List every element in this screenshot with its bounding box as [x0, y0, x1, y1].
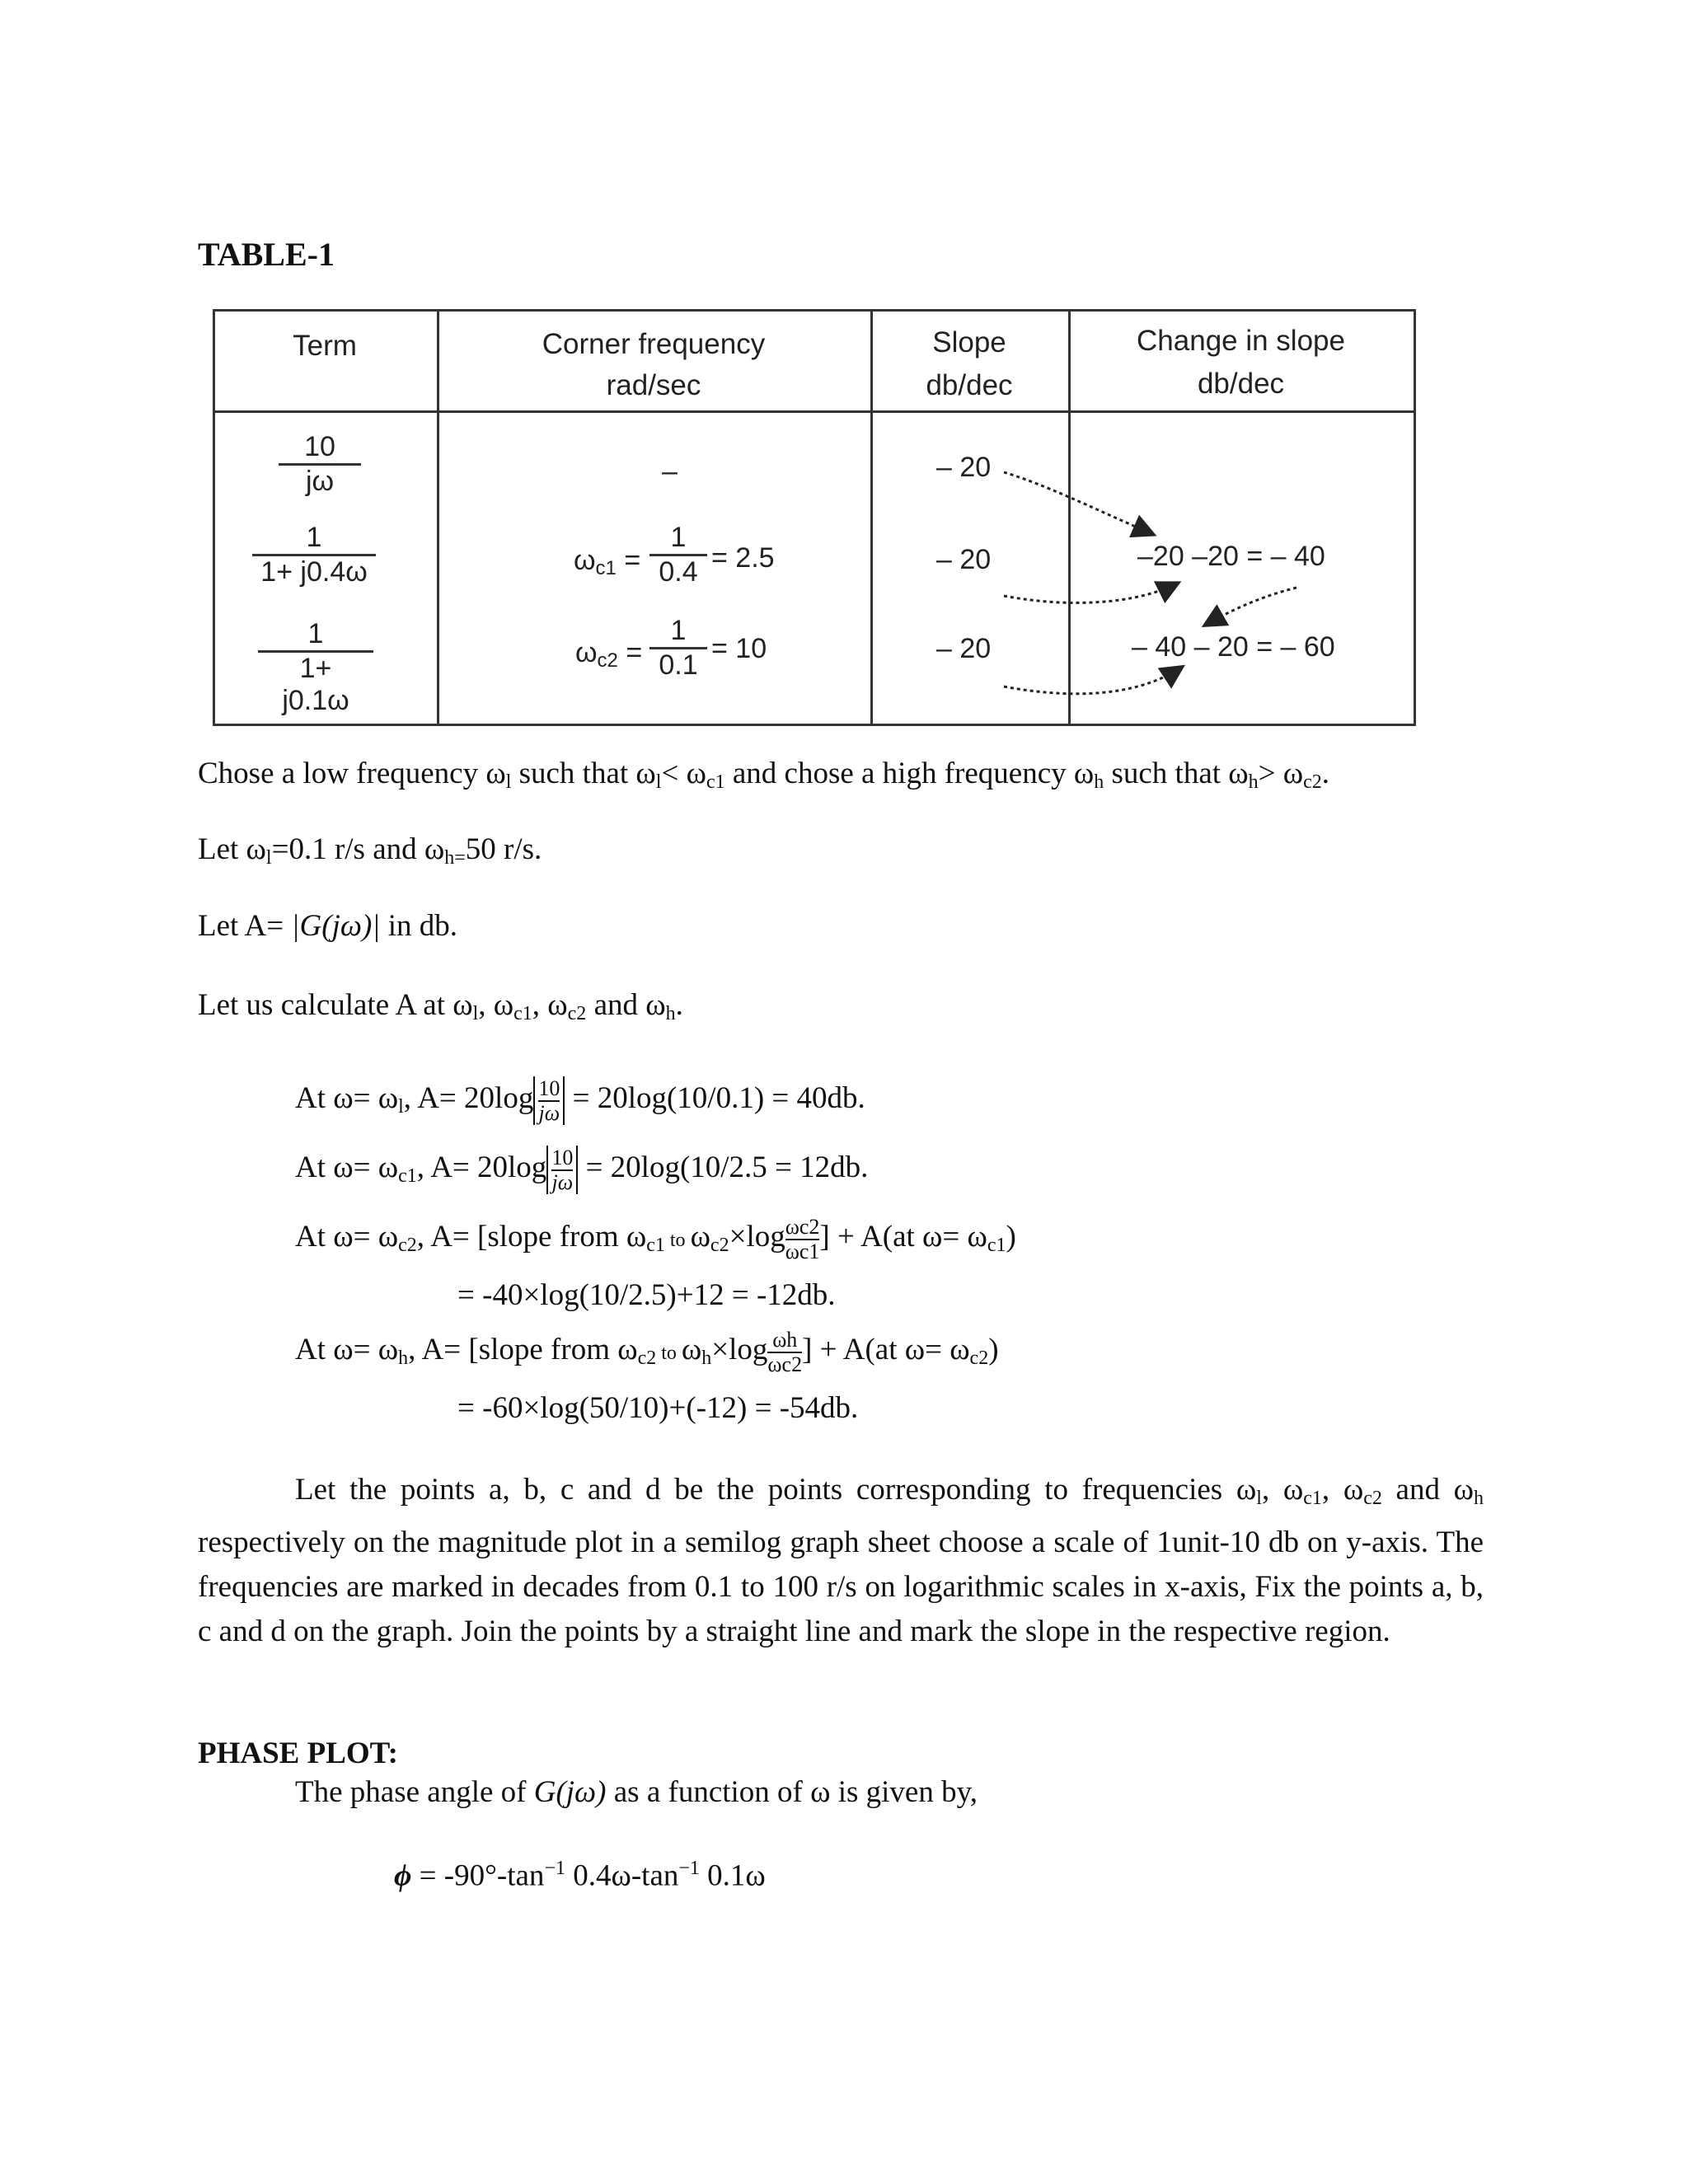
corner-3-fraction: $\frac{1}{0.1}$: [649, 615, 707, 682]
equation-a-at-wc1: At $\omega= \omega_{c1}$, A= 20log $\frac{10}{j\omega}$ = 20log(10/2.5 = 12db.: [295, 1145, 869, 1194]
corner-3-label: $\omega_{c2}$ =: [575, 637, 643, 672]
header-slope-2: db/dec: [926, 369, 1013, 401]
corner-2-value: = 2.5: [711, 542, 775, 574]
arrow-slope-2-to-change-2: [1004, 583, 1177, 602]
arrow-slope-1-to-change-2: [1004, 472, 1152, 534]
arrow-change-2-to-change-3: [1206, 588, 1296, 625]
equation-a-at-wh-result: = -60×log(50/10)+(-12) = -54db.: [457, 1391, 859, 1425]
corner-3-value: = 10: [711, 633, 767, 664]
change-row-2: –20 –20 = – 40: [1137, 541, 1325, 572]
slope-row-2: – 20: [936, 544, 992, 575]
para-calculate-a: Let us calculate A at $\omega_l$, $\omega_{c1}$, $\omega_{c2}$ and $\omega_h$.: [198, 988, 683, 1024]
corner-2-label: $\omega_{c1}$ =: [574, 545, 641, 579]
header-term: Term: [293, 330, 357, 362]
phase-plot-heading: PHASE PLOT:: [198, 1736, 398, 1770]
change-row-3: – 40 – 20 = – 60: [1132, 631, 1335, 663]
equation-a-at-wh: At $\omega= \omega_h$, A= [slope from $\omega_{c2}$ to $\omega_h\times\log$ $\frac{\omega h}{\omega c2}$ ] + A(at $\omega= \omega_{c2}$): [295, 1327, 999, 1376]
corner-1-dash: –: [662, 456, 678, 487]
arrow-slope-3-to-change-3: [1004, 668, 1181, 694]
slope-arrows: [213, 312, 1416, 724]
slope-row-3: – 20: [936, 633, 992, 664]
para-points-description: Let the points a, b, c and d be the points corresponding to frequencies $\omega_l$, $\omega_{c1}$, $\omega_{c2}$ and $\omega_h$ respectively on the magnitude plot in a semilog graph sheet choose a scale of 1unit-10 db on y-axis. The frequencies are marked in decades from 0.1 to 100 r/s on logarithmic scales in x-axis, Fix the points a, b, c and d on the graph. Join the points by a straight line and mark the slope in the respective region.: [198, 1473, 1484, 1648]
equation-a-at-wc2-result: = -40×log(10/2.5)+12 = -12db.: [457, 1278, 836, 1312]
term-1-fraction: $\frac{10}{j\omega}$: [279, 431, 361, 498]
equation-a-at-wc2: At $\omega= \omega_{c2}$, A= [slope from $\omega_{c1}$ to $\omega_{c2}\times\log$ $\frac{\omega c2}{\omega c1}$ ] + A(at $\omega= \omega_{c1}$): [295, 1214, 1016, 1263]
para-choose-frequencies: Chose a low frequency $\omega_l$ such that $\omega_l< \omega_{c1}$ and chose a high frequency $\omega_h$ such that $\omega_h> \omega_{c2}$.: [198, 757, 1330, 793]
header-corner-1: Corner frequency: [542, 328, 766, 360]
para-let-frequencies: Let $\omega_l=0.1$ r/s and $\omega_{h=}50$ r/s.: [198, 832, 542, 869]
header-change-2: db/dec: [1197, 368, 1285, 400]
corner-2-fraction: $\frac{1}{0.4}$: [649, 522, 707, 588]
term-2-fraction: $\frac{1}{1+ j0.4\omega}$: [252, 522, 376, 588]
slope-row-1: – 20: [936, 452, 992, 483]
header-change-1: Change in slope: [1137, 325, 1345, 357]
para-let-a: Let A= |G(jω)| in db.: [198, 909, 457, 943]
header-slope-1: Slope: [932, 326, 1006, 359]
equation-a-at-wl: At $\omega= \omega_l$, A= 20log $\frac{10}{j\omega}$ = 20log(10/0.1) = 40db.: [295, 1076, 865, 1125]
header-corner-2: rad/sec: [606, 369, 701, 401]
table-heading: TABLE-1: [198, 236, 335, 273]
phase-intro: The phase angle of G(jω) as a function of ω is given by,: [295, 1775, 978, 1809]
corner-frequency-table: [213, 309, 1416, 726]
phase-equation: $\phi = -90^\circ-\tan^{-1}$ $0.4\omega-\tan^{-1}$ 0.1ω: [394, 1858, 766, 1893]
term-3-fraction: $\frac{1}{1+ j0.1\omega}$: [258, 618, 373, 717]
